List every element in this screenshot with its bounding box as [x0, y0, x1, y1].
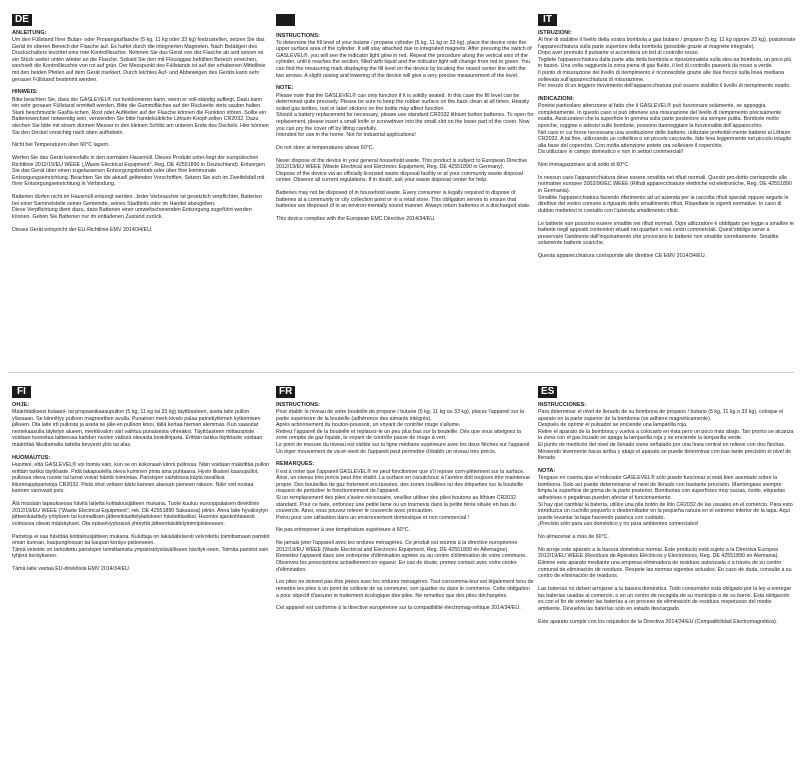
- paragraph: To determine the fill level of your butane / propane cylinder (5 kg, 11 kg or 33 kg), place the device onto the upper surface area of the cylinder. It will stay attached due to integrated magnets. After pressing the switch of GASLEVEL®, you will see the indicator light glow in red. Repeat the procedure along the vertical axis of the cylinder, until it reaches the section, filled with liquid and the indicator light will change from red to green. You can find the measuring mark displaying the fill level on the device by locating the raised center line with the two arrows. A slight raising and lowering of the device will give a very precise measurement of the level.: [276, 39, 532, 79]
- paragraph: Nicht bei Temperaturen über 60°C lagern.: [12, 142, 110, 149]
- paragraph: Um den Füllstand Ihrer Butan- oder Propangasflasche (5 kg, 11 kg oder 33 kg) festzustellen, setzen Sie das Gerät im oberen Bereich der Flasche auf. Es haftet durch die integrierten Magneten. Nach Betätigen des Druckschalters leuchtet eine rote Kontrollleuchte. Nehmen Sie das Gerät von der Flasche ab und setzen es ein Stück weiter unten wieder an die Flasche. Sobald Sie den mit Flüssiggas befüllten Bereich erreichen, wechselt die Kontrollleuchte von rot auf grün. Der Messpunkt des Füllstands ist auf der erhabenen Mittellinie mit den beiden Pfeilen auf dem Gerät markiert. Durch leichtes Auf- und Abbewegen des Geräts kann sehr genauer Füllstand bestimmt werden.: [12, 37, 266, 83]
- paragraph: Never dispose of the device in your general household waste. This product is subject to European Directive 2012/19/EU WEEE (Waste Electrical and Electronic Equipment, Reg. DE 42551890 in Germany). Dispose of the device via an officially licensed waste disposal facility or at your community waste disposal center. Observe all current regulations. If in doubt, ask your waste disposal center for help.: [276, 157, 528, 184]
- paragraph: In nessun caso l'apparecchiatura deve essere smaltita nei rifiuti normali. Questo pro-dotto corrisponde alle normative europee 2002/96/EC WEEE (Rifiuti apparecchiature elettriche ed elettroniche, Reg. DE 42551890 in Germania). Smaltite l'apparecchiatura facendo riferimento ad un'azienda per la raccolta rifiuti speciali oppure seguite le direttive del vostro comune a riguardo dello smaltimento rifiuti. Rispettate le vigenti normative. In caso di dubbio mettetevi in contatto con l'azienda smaltimento rifiuti.: [538, 174, 792, 214]
- section-fi: [12, 386, 270, 579]
- paragraph: Dieses Gerät entspricht der EU-Richtlinie EMV 2014/34/EU.: [12, 226, 153, 233]
- heading: ISTRUZIONI:: [538, 30, 572, 36]
- paragraph: Ne jamais jeter l'appareil avec les ordures ménagères. Ce produit est soumis à la directive européenne 2012/19/EU WEEE (Waste Electrical and Electronic Equipment, Reg. DE 42551890 en Allemagne). Remettez l'appareil dans une entreprise d'élimination agréée ou au centre d'élimination de votre commune. Observez les prescriptions actuellement en vigueur. En cas de doute, prenez contact avec votre centre d'élimination.: [276, 540, 527, 573]
- paragraph: Cet appareil est conforme à la directive européenne sur la compatibilité électromag-nétique 2014/34/EU.: [276, 605, 521, 612]
- heading: INSTRUCTIONS:: [276, 402, 320, 408]
- heading: NOTE:: [276, 85, 294, 92]
- paragraph: Este aparato cumple con los requisitos de la Directiva 2014/34/EU (Compatibilidad Electromagnética).: [538, 618, 778, 625]
- paragraph: This device complies with the European EMC Directive 2014/34/EU.: [276, 216, 436, 223]
- section-de-body: [12, 30, 270, 233]
- paragraph: Bitte beachten Sie, dass der GASLEVEL® nur funktionieren kann, wenn er voll-ständig aufliegt. Dazu kann ein sehr genauer Füllstand ermittelt werden. Bitte die Gummiflächse auf der Rückseite stets sauber halten. Stark beschmutzte Gasfla-schen, Rost oder Aufkleber auf der Flasche können die Funktion stören. Sollte ein Batteriewechsel notwendig sein, verwenden Sie bitte handelsübliche Lithium-Knopf-zellen CR2032. Dazu stechen Sie bitte mit einem dünnen Messer in den kleinen Schlitz am unteren Ende des Deckels. Hier können Sie den Deckel vorsichtig nach oben aufhebeln.: [12, 96, 269, 136]
- section-it-body: [538, 30, 796, 260]
- language-badge-de: DE: [12, 14, 32, 26]
- section-es: [538, 386, 796, 631]
- section-en: [276, 14, 534, 229]
- language-badge-it: IT: [538, 14, 557, 26]
- paragraph: Las baterías no deben arrojarse a la basura doméstica. Todo consumidor está obligado por la ley a entregar las baterías usadas al comercio, o en un centro de recogida de su municipio o de su barrio. Esta obligación es con el fin de someter las baterías a un proceso de eliminación de residuos respetuoso del medio ambiente. Devuelva las baterías solo en estado descargado.: [538, 586, 792, 612]
- paragraph: Werfen Sie das Gerät keinesfalls in den normalen Hausmüll. Dieses Produkt unter-liegt der europäischen Richtlinie 2012/19/EU WEEE („Waste Electrical Equipment", Reg. DE 42551890 in Deutschland). Entsorgen Sie das Gerät über einen zugelassenen Entsorgungsbetrieb oder über Ihre kommunale Entsorgungseinrichtung. Beachten Sie die aktuell geltenden Vorschriften. Setzen Sie sich im Zweifelsfall mit Ihrer Entsorgungseinrichtung in Verbindung.: [12, 155, 265, 188]
- paragraph: Questa apparecchiatura corrisponde alle direttive CE EMV 2014/34/EU.: [538, 253, 707, 260]
- heading: OHJE:: [12, 402, 30, 408]
- language-badge-fr: FR: [276, 386, 295, 398]
- heading: HUOMAUTUS:: [12, 454, 51, 461]
- paragraph: Ne pas entreposer à une température supérieure à 60°C.: [276, 527, 411, 534]
- paragraph: Non immagazzinare al di sotto di 60°C.: [538, 162, 630, 169]
- section-fr-body: [276, 402, 534, 612]
- section-fr: [276, 386, 534, 618]
- heading: REMARQUES:: [276, 461, 315, 468]
- paragraph: Pour établir le niveau de votre bouteille de propane / butane (5 kg, 11 kg ou 33 kg), placez l'appareil sur la partie supérieure de la bouteille (adhérence des aimants intégrés). Après actionnement du bouton-poussoir, un voyant de contrôle rouge s'allume. Retirez l'appareil de la bouteille et replacez-le un peu plus bas sur la bouteille. Dès que vous atteignez la zone remplie de gaz liquide, le voyant de contrôle passe de rouge à vert. Le point de mesure du niveau est visible sur la ligne médiane supérieure avec les deux flèches sur l'appareil. Un léger mouvement de va-et-vient de l'appareil peut permettre d'établir un niveau très précis.: [276, 409, 531, 455]
- paragraph: Paristoja ei saa hävittää kotitalousjätteen mukana. Kuluttaja on lakisääteisesti velvoitettu toimittamaan paristot oman kunnan, kaupunginosan tai kaupan keräys-pisteeseen. Tämä velvoite on tarkoitettu paristojen toimittamista ympäristöystävälliseen hävityk-seen. Toimita paristot vain tyhjinä keräykseen.: [12, 533, 270, 560]
- paragraph: Al fine di stabilire il livello della vostra bombola a gas butano / propano (5 kg, 11 kg oppure 33 kg), posizionate l'apparecchiatura sulla parte superiore della bombola (possibile grazie al magnete integrato). Dopo aver premuto il pulsante si accenderà un led di controllo rosso. Togliete l'apparecchiatura dalla parte alta della bombola e riposizionatela sulla stes-sa bombola, un poco più in basso. Una volta raggiunta la zona piena di gas fluido, il led di controllo passerà da rosso a verde. Il punto di misurazione del livello di riempimento è riconoscibile grazie alle due frecce sulla linea mediana sollevata sull'apparecchiatura di misurazione. Per mezzo di un leggero movimento dell'apparecchiatura può essere stabilito il livello di riempimento esatto.: [538, 37, 796, 90]
- paragraph: Il est à noter que l'appareil GASLEVEL® ne peut fonctionner que s'il repose com-plètement sur la surface. Ainsi, un niveau très précis peut être établi. La surface en caoutchouc à l'arrière doit toujours être maintenue propre. Des bouteilles de gaz fortement encrassées, des zones rouillées ou des étiquettes sur la bouteille risquent de perturber le fonctionnement de l'appareil. Si un remplacement des piles s'avère nécessaire, veuillez utiliser des piles boutons au lithium CR2032 standard. Pour ce faire, enfoncez une petite lame ou un tournevis dans la petite fente située en bas du couvercle. Ainsi, vous pouvez relever le couvercle avec précaution. Prévu pour une utilisation dans un environnement domestique et non commercial !: [276, 468, 530, 521]
- heading: INSTRUCTIONS:: [276, 32, 320, 39]
- heading: INSTRUCCIONES:: [538, 402, 587, 408]
- paragraph: Tengase en cuenta que el indicador GASLEVEL® sólo puede funcionar si está bien asentado sobre la bombona. Solo así puede determinarse el nivel de llenado con bastante precisión. Manténgase siempre limpia la superficie de goma de la parte posterior. Bombonas con superficies muy sucias, óxido, etiquetas adhesivas o pegatinas pueden afectar el funcionamiento. Si hay que cambiar la batería, utilice una pila botón de litio CR2032 de las usuales en el comercio. Para esto introduzca un cuchillo pequeño o destornillador en la pequeña ranura en el extremo inferior de la tapa. Aquí puede levantar la tapa haciendo palanca con cuidado. ¡Previsto sólo para uso doméstico y no para ambientes comerciales!: [538, 475, 793, 528]
- paragraph: Määrittääksesi butaani- tai propaanikaasupullon (5 kg, 11 kg tai 33 kg) täyttöasteen, aseta laite pullon yläosaan. Se kiinnittyy pulloon magneettien avulla. Punainen merk-kivalo palaa painekytkimen kytkemisen jälkeen. Ota laite irti pullosta ja aseta se jäle-en pulloon kinni, tällä kertaa hieman alemmas. Kun saavutat nestekaasulla täytetyn alueen, merkkivalon väri vaihtuu punaisesta vihreäksi. Täyttöasteen mittauspiste voidaan tunnistaa laitteessa kahden nuolen välissä olevasta keskilinjasta. Erittäin tarkka täyttöaste voidaan määrittää liikuttamalla laitetta kevyesti ylös tai alas.: [12, 409, 263, 449]
- paragraph: Batterien dürfen nicht im Hausmüll entsorgt werden. Jeder Verbraucher ist gesetzlich verpflichtet, Batterien bei einer Sammelstelle seiner Gemeinde, seines Stadtteils oder im Handel abzugeben. Diese Verpflichtung dient dazu, dass Batterien einer umweltschonenden Entsorgung zugeführt werden können. Geben Sie Batterien nur im entladenen Zustand zurück.: [12, 194, 262, 220]
- paragraph: No arroje este aparato a la basura doméstica normal. Este producto está sujeto a la Directiva Europea 2012/19/EU WEEE (Residuos de Aparatos Eléctricos y Electrónicos, Reg. DE 42551890 en Alemania). Elimine este aparato mediante una empresa eliminadora de residuos autorizada o a través de su centro comunal de eliminación de residuos. Respete las normas vigentes actuales. En caso de duda, consulte a su centro de eliminación de residuos.: [538, 546, 792, 580]
- paragraph: Please note that the GASLEVEL® can only function if it is solidly seated. In this case the fill level can be determined quite precisely. Please be sure to keep the rubber surface on the back clean at all times. Heavily soiled gas bottles, rust or label stickers on the bottle may affect function. Should a battery replacement be necessary, please use standard CR2032 lithium button batteries. To open for replacement, please insert a small knife or screwdriver into the small slot on the lower part of the cover. Now you can pry the cover off by lifting carefully. Intended for use in the home. Not for industrial applications!: [276, 92, 534, 139]
- heading: ANLEITUNG:: [12, 30, 47, 36]
- section-es-body: [538, 402, 796, 625]
- heading: NOTA:: [538, 468, 556, 475]
- paragraph: Para determinar el nivel de llenado de su bombona de propano / butano (5 kg, 11 kg o 33 kg), coloque el aparato en la parte superior de la bombona (se adhiere magnéticamente). Después de oprimir el pulsador se enciende una lamparilla roja. Retire el aparato de la bombona y vuelva a colocarlo en ésta pero un poco más abajo. Tan pronto se alcanza la zona con el gas licuado se apaga la lamparilla roja y se enciende la lamparilla verde. El punto de medición del nivel de llenado viene señalado por una línea central en relieve con dos flechas. Moviendo levemente hacia arriba y abajo el aparato se puede determinar con bas-tante precisión el nivel de llenado.: [538, 409, 794, 462]
- paragraph: No almacenar a más de 60°C.: [538, 534, 610, 541]
- section-it: [538, 14, 796, 266]
- heading: INDICAZIONI:: [538, 96, 575, 103]
- heading: HINWEIS:: [12, 89, 38, 96]
- paragraph: Älä missään tapauksessa hävitä laitetta kotitalousjätteen mukana. Tuote kuuluu eurooppalaisen direktiivin 2012/19/EU WEEE ("Waste Electrical Equipment", rek. DE 42551890 Saksassa) piiriin. Anna laite hyväksytyn jätteenkäsittely-yrityksen tai kunnallisen jätteenkäsittelylaitoksen hävitettäväksi. Huomioi ajankohtaisesti voimassa olevat määräykset. Ota epäselvyyksissä yhteyttä jätteenkäsittelytoimipisteeseen.: [12, 501, 269, 527]
- language-badge-es: ES: [538, 386, 557, 398]
- language-badge-en: [276, 14, 295, 26]
- section-divider: [8, 372, 794, 373]
- language-badge-fi: FI: [12, 386, 31, 398]
- paragraph: Les piles ne doivent pas être jetées avec les ordures ménagères. Tout consomma-teur est légalement tenu de remettre les piles à un point de collecte de sa commune, son quartier ou dans le commerce. Cette obligation a pour objectif d'assurer le traitement écologique des piles. Ne remettez que des piles déchargées.: [276, 579, 534, 599]
- paragraph: Le batterie non possono essere smaltite nei rifiuti normali. Ogni utilizzatore è obbligato per legge a smaltire le batterie negli appositi contenitori situati nei quartieri o nei centri commerciali. Quest'obbligo serve a preservare l'ambiente dall'inquinamento che provocano le batterie non smaltite correttamente. Smaltite solamente batterie scariche.: [538, 220, 794, 247]
- paragraph: Batteries may not be disposed of in household waste. Every consumer is legally required to dispose of batteries at a community or city collection point or in a retail store. This obligation serves to ensure that batteries are disposed of in an environ-mentally sound manner. Always return batteries in a discharged state.: [276, 190, 531, 210]
- section-de: [12, 14, 270, 240]
- section-fi-body: [12, 402, 270, 573]
- paragraph: Tämä laite vastaa EU-direktiiviä EMV 2014/34/EU.: [12, 566, 131, 573]
- section-en-body: [276, 33, 534, 223]
- paragraph: Huomioi, että GASLEVEL® voi toimia vain, kun se on kokonaan kiinni pullossa. Näin voidaan määrittää pullon erittäin tarkka täyttöaste. Pidä takapuolella oleva kuminen pinta aina puhtaana. Hyvin likaiset kaasupullot, pullossa oleva ruoste tai tarrat voivat häiritä toimintaa. Paristojen vaihdossa käytä tavallisia litiumnappiparistoja CR2032. Pistä ohut veitsen kärki kannen alaosan pieneen rakoon. Näin voit nostaa kannen varovasti pois.: [12, 461, 270, 495]
- paragraph: Do not store at temperatures above 60°C.: [276, 144, 375, 151]
- paragraph: Ponete particolare attenzione al fatto che il GASLEVEL® può funzionare solamente, se appoggia completamente. In questo caso si può ottenere una misurazione del livello di riempimento precisamente esatta. Assicuratevi che la superficie in gomma sulla parte posteriore sia sempre pulita. Bombole molto sporche, ruggine o adesivi sulle bombole, possono danneggiare la funzionalità dell'apparecchio. Nel caso in cui fosse necessaria una sostituzione delle batterie, utilizzate preferibil-mente batterie al Lithium CR2032. A tal fine, utilizzando un coltellino o un piccolo cacciavite, fate leva leggermente nel piccolo intaglio alla base del coperchio. Con molta attenzione potete ora sollevare il coperchio. Da utilizzare in campo domestico e non in settori commerciali!: [538, 103, 791, 156]
